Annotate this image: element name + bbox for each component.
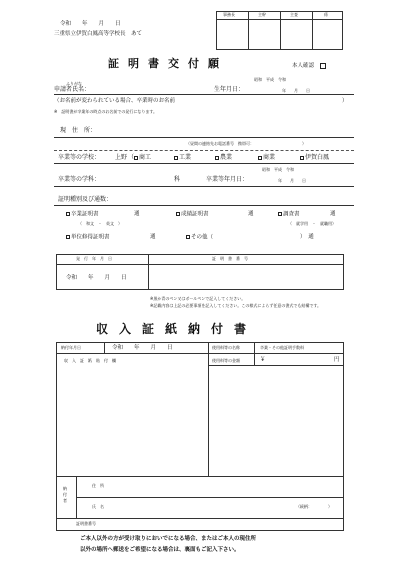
cert-survey-purpose: （ 就学用 ・ 就職用） bbox=[288, 221, 336, 226]
checkbox[interactable] bbox=[176, 212, 180, 216]
stamp-paste-area-label: 収 入 証 紙 貼 付 欄 bbox=[64, 358, 116, 363]
identity-check-label: 本人確認 bbox=[292, 63, 315, 69]
applicant-name-label: 申請者氏名： bbox=[54, 86, 91, 93]
cert-other-unit: ） 通 bbox=[300, 234, 314, 240]
issue-date-header: 発 行 年 月 日 bbox=[76, 256, 112, 261]
school-name: 上野 bbox=[115, 154, 128, 161]
stamp-title: 収入証紙納付書 bbox=[96, 322, 258, 336]
cert-graduation-language: （ 和文 ・ 英文 ） bbox=[78, 221, 122, 226]
addressee: 三重県立伊賀白鳳高等学校長 あて bbox=[54, 31, 143, 37]
cert-type-label: 証明種別及び通数： bbox=[58, 196, 113, 203]
fee-name-label: 使用料等の名称 bbox=[212, 345, 240, 350]
checkbox[interactable] bbox=[134, 156, 138, 160]
office-header-chief: 事務長 bbox=[223, 12, 235, 17]
school-option-commerce[interactable]: 商業 bbox=[258, 155, 275, 161]
payer-name-label: 氏 名 bbox=[92, 504, 104, 509]
name-ruby: ふりがな bbox=[66, 81, 82, 86]
cert-number-label: 証明書番号 bbox=[76, 521, 96, 526]
grad-date-unit: 年 月 日 bbox=[278, 178, 306, 183]
department-suffix: 科 bbox=[174, 176, 181, 183]
school-option-commerce-industry[interactable]: （ 商工 bbox=[128, 154, 152, 161]
address-line[interactable] bbox=[54, 137, 354, 138]
birth-date-label: 生年月日： bbox=[214, 86, 245, 93]
cert-credits-unit: 通 bbox=[150, 234, 156, 240]
contact-note: （昼間の連絡先お電話番号 携帯可： ） bbox=[186, 141, 306, 146]
former-name-close: ） bbox=[342, 98, 348, 104]
checkbox[interactable] bbox=[215, 156, 219, 160]
fee-amount-label: 使用料等の金額 bbox=[212, 358, 240, 363]
pay-date-value: 令和 年 月 日 bbox=[112, 345, 173, 351]
cert-other[interactable]: その他（ bbox=[186, 235, 213, 241]
footer-note-line2: 以外の場所へ郵送をご希望になる場合は、裏面もご記入下さい。 bbox=[80, 547, 240, 553]
cert-survey[interactable]: 調査書 bbox=[278, 212, 300, 218]
identity-check-box[interactable] bbox=[320, 63, 326, 69]
former-name-label: （お名前が変わられている場合、卒業時のお名前 bbox=[54, 98, 176, 104]
checkbox[interactable] bbox=[186, 235, 190, 239]
cert-graduation-unit: 通 bbox=[134, 211, 140, 217]
cert-number-header: 証 明 書 番 号 bbox=[212, 256, 248, 261]
school-option-iga-hakuho[interactable]: 伊賀白鳳 bbox=[300, 155, 329, 161]
cert-graduation[interactable]: 卒業証明書 bbox=[66, 212, 99, 218]
checkbox[interactable] bbox=[174, 156, 178, 160]
office-header-senior: 主査 bbox=[290, 12, 298, 17]
grad-era-labels: 昭和 平成 令和 bbox=[262, 167, 294, 172]
cert-survey-unit: 通 bbox=[330, 211, 336, 217]
checkbox[interactable] bbox=[300, 156, 304, 160]
department-line[interactable] bbox=[54, 186, 354, 187]
checkbox[interactable] bbox=[66, 235, 70, 239]
fee-name-value: 卒業・その他証明手数料 bbox=[260, 345, 304, 350]
footer-note-line1: ご本人以外の方が受け取りにおいでになる場合、またはご本人の現住所 bbox=[80, 536, 257, 542]
yen-unit: 円 bbox=[334, 357, 340, 363]
school-option-industry[interactable]: 工業 bbox=[174, 155, 191, 161]
name-note: ※ 証明書が卒業年の時点のお名前での発行になります。 bbox=[54, 109, 158, 114]
note-format: ※記載内容は上記の必要事項を記入してください。この様式によらず任意の書式でも結構です。 bbox=[150, 303, 322, 308]
school-option-agriculture[interactable]: 農業 bbox=[215, 155, 232, 161]
cert-transcript-unit: 通 bbox=[248, 211, 254, 217]
birth-date-unit: 年 月 日 bbox=[282, 88, 310, 93]
payer-address-label: 住 所 bbox=[92, 483, 104, 488]
office-header-staff: 係 bbox=[324, 12, 328, 17]
issue-date-value: 令和 年 月 日 bbox=[66, 275, 127, 281]
application-date: 令和 年 月 日 bbox=[60, 21, 121, 27]
checkbox[interactable] bbox=[66, 212, 70, 216]
pay-date-label: 納付年月日 bbox=[61, 345, 81, 350]
payer-label: 納付者 bbox=[63, 486, 67, 503]
applicant-name-line[interactable] bbox=[54, 94, 354, 95]
cert-transcript[interactable]: 成績証明書 bbox=[176, 212, 209, 218]
office-header-manager: 主幹 bbox=[258, 12, 266, 17]
page-title: 証明書交付願 bbox=[108, 57, 228, 70]
address-label: 現 住 所： bbox=[60, 127, 97, 134]
note-pen: ※黒か青のペン又はボールペンで記入してください。 bbox=[150, 296, 246, 301]
grad-date-label: 卒業等年月日： bbox=[206, 176, 249, 183]
cert-credits[interactable]: 単位修得証明書 bbox=[66, 235, 110, 241]
school-label: 卒業等の学校： bbox=[58, 154, 101, 161]
birth-era-labels: 昭和 平成 令和 bbox=[254, 77, 286, 82]
checkbox[interactable] bbox=[278, 212, 282, 216]
payer-relation-label: （続柄： ） bbox=[296, 504, 332, 509]
department-label: 卒業等の学科： bbox=[58, 176, 101, 183]
yen-mark: ￥ bbox=[260, 357, 266, 363]
checkbox[interactable] bbox=[258, 156, 262, 160]
